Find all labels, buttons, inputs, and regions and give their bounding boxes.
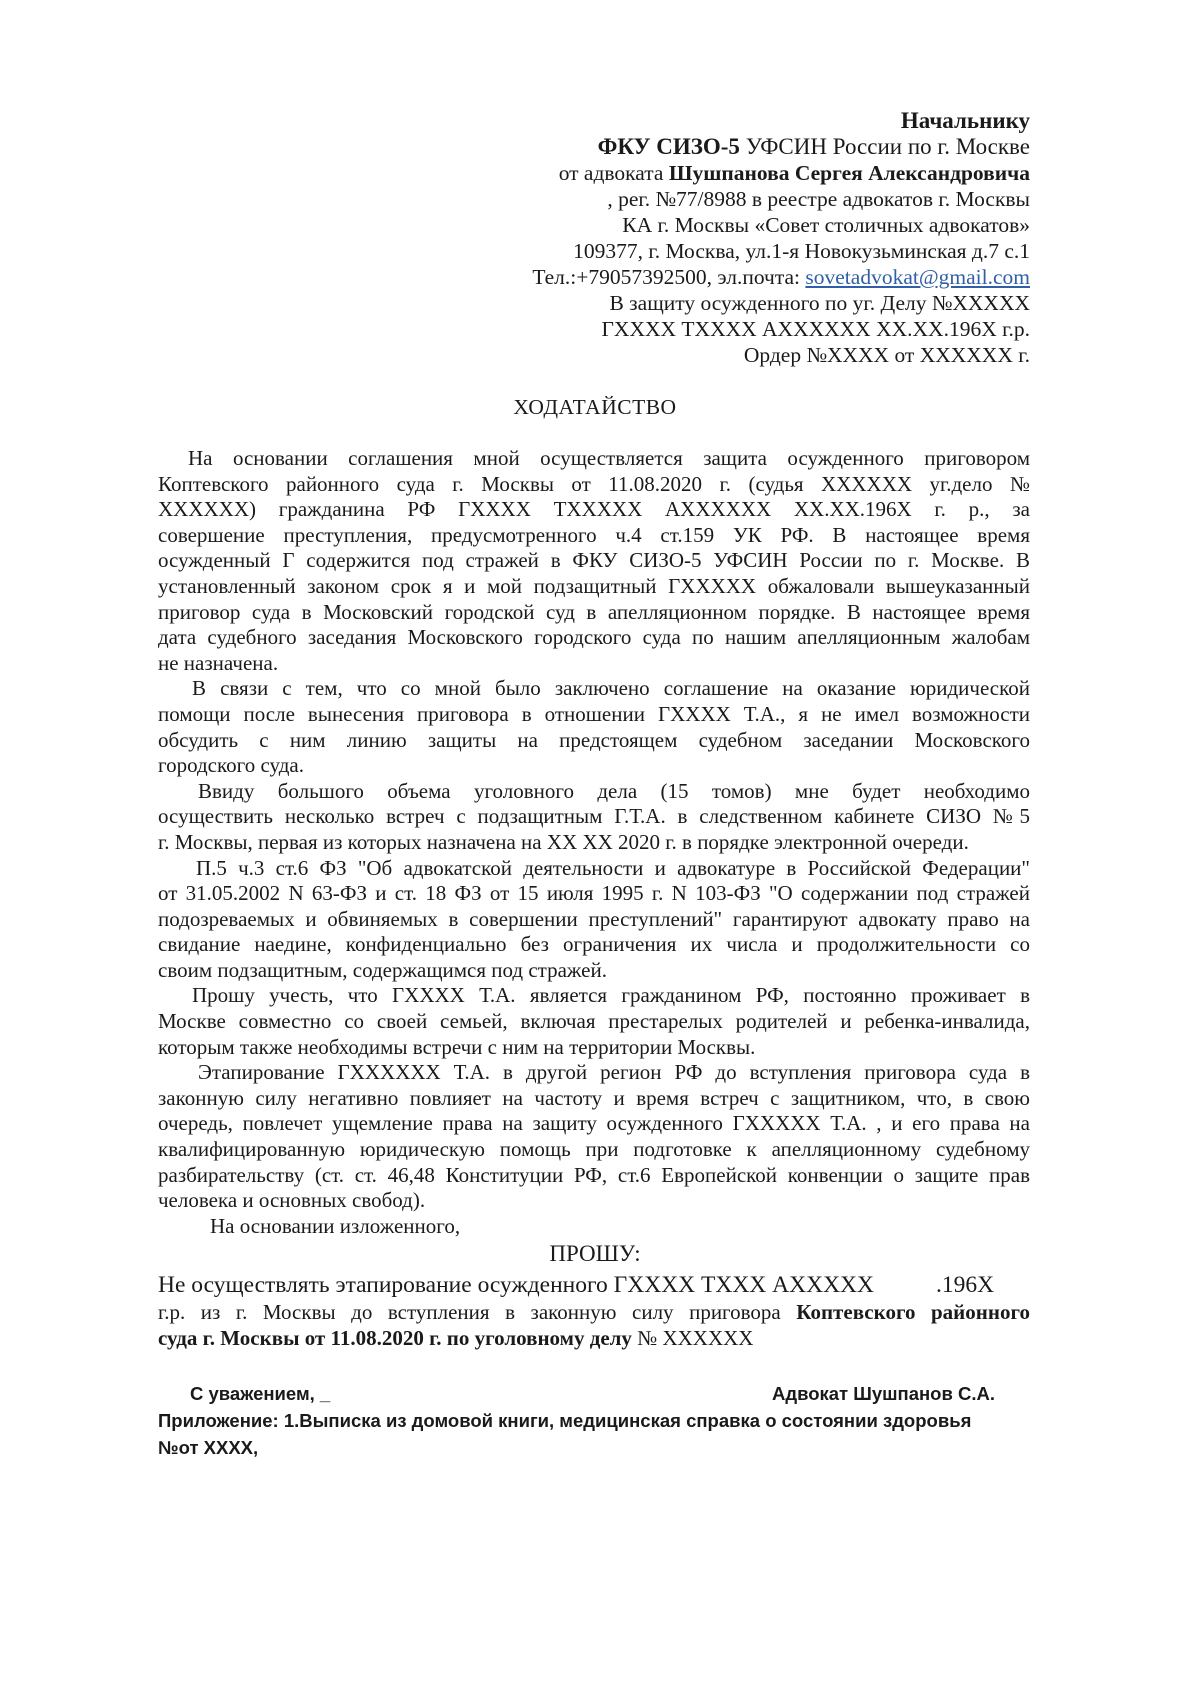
paragraph-line: обсудить с ним линию защиты на предстоящем судебном заседании Московского [158,727,1030,752]
sender-line [532,160,1030,186]
paragraph-line: осужденный Г содержится под стражей в ФКУ СИЗО-5 УФСИН России по г. Москве. В [158,548,1030,573]
paragraph [158,856,1030,984]
paragraph-line: Этапирование ГХХХХХХ Т.А. в другой регион РФ до вступления приговора суда в [198,1060,1030,1085]
paragraph-line: свидание наедине, конфиденциально без ограничения их числа и продолжительности со [158,932,1030,957]
request-case-number: № ХХХХХХ [631,1326,754,1350]
paragraph-line: дата судебного заседания Московского городского суда по нашим апелляционным жалобам [158,625,1030,650]
request-birth-year: .196Х [935,1272,995,1298]
paragraph [158,1060,1030,1214]
addressee-block [532,108,1030,368]
request-line-1 [158,1272,1030,1299]
paragraph-line: осуществить несколько встреч с подзащитным Г.Т.А. в следственном кабинете СИЗО №5 [158,804,1030,829]
request-text: г.р. из г. Москвы до вступления в законную силу приговора [158,1299,797,1324]
paragraph-line: подозреваемых и обвиняемых в совершении преступлений" гарантируют адвокату право на [158,906,1030,931]
regards-text: С уважением, _ [190,1383,331,1404]
defendant-line: ГХХХХ ТХХХХ АХХХХХХ ХХ.ХХ.196Х г.р. [601,317,1030,341]
email-link[interactable]: sovetadvokat@gmail.com [805,265,1030,289]
address-line: 109377, г. Москва, ул.1-я Новокузьминская д.7 с.1 [573,239,1030,263]
paragraph [158,676,1030,778]
institution-bold: ФКУ СИЗО-5 [597,134,740,159]
document-body [158,446,1030,1239]
addressee-title: Начальнику [900,108,1030,133]
warrant-line: Ордер №ХХХХ от ХХХХХХ г. [743,343,1030,367]
paragraph-line: приговор суда в Московский городской суд в апелляционном порядке. В настоящее время [158,599,1030,624]
paragraph-line: человека и основных свобод). [158,1188,426,1213]
request-text: Не осуществлять этапирование осужденного ГХХХХ ТХХХ АХХХХХ [158,1272,874,1298]
sender-prefix: от адвоката [558,161,669,185]
paragraph-line: г. Москвы, первая из которых назначена на ХХ ХХ 2020 г. в порядке электронной очереди. [158,829,969,854]
paragraph-line: П.5 ч.3 ст.6 ФЗ "Об адвокатской деятельности и адвокатуре в Российской Федерации" [196,855,1030,880]
sender-name: Шушпанова Сергея Александровича [668,161,1030,185]
bar-association-line: КА г. Москвы «Совет столичных адвокатов» [622,213,1030,237]
paragraph-line: совершение преступления, предусмотренного ч.4 ст.159 УК РФ. В настоящее время [158,522,1030,547]
addressee-institution [532,134,1030,160]
paragraph [158,779,1030,856]
request-court-date: суда г. Москвы от 11.08.2020 г. по уголовному делу [158,1326,632,1350]
request-court: Коптевского районного [796,1299,1030,1324]
paragraph-line: разбирательству (ст. ст. 46,48 Конституции РФ, ст.6 Европейской конвенции о защите прав [158,1162,1030,1187]
paragraph [158,983,1030,1060]
paragraph-line: очередь, повлечет ущемление права на защиту осужденного ГХХХХХ Т.А. , и его права на [158,1111,1030,1136]
request-line-3 [158,1325,1030,1352]
paragraph-line: Ввиду большого объема уголовного дела (15 томов) мне будет необходимо [198,778,1030,803]
paragraph-line: В связи с тем, что со мной было заключено соглашение на оказание юридической [192,676,1030,701]
paragraph-line: ХХХХХХ) гражданина РФ ГХХХХ ТХХХХХ АХХХХХХ ХХ.ХХ.196Х г. р., за [158,497,1030,522]
paragraph-line: законную силу негативно повлияет на частоту и время встреч с защитником, что, в свою [158,1085,1030,1110]
paragraph [158,446,1030,676]
request-heading: ПРОШУ: [549,1241,641,1266]
paragraph-line: помощи после вынесения приговора в отношении ГХХХХ Т.А., я не имел возможности [158,701,1030,726]
paragraph-line: городского суда. [158,753,304,778]
paragraph-line: Москве совместно со своей семьей, включая престарелых родителей и ребенка-инвалида, [158,1009,1030,1034]
document-title: ХОДАТАЙСТВО [513,395,677,419]
paragraph-line: Прошу учесть, что ГХХХХ Т.А. является гражданином РФ, постоянно проживает в [192,983,1030,1008]
signer-name: Адвокат Шушпанов С.А. [771,1383,995,1404]
case-line: В защиту осужденного по уг. Делу №ХХХХХ [609,291,1030,315]
paragraph-line: которым также необходимы встречи с ним на территории Москвы. [158,1034,756,1059]
paragraph-line: не назначена. [158,650,279,675]
institution-rest: УФСИН России по г. Москве [739,134,1030,159]
paragraph-line: своим подзащитным, содержащимся под стражей. [158,957,607,982]
attachment-line: №от ХХХХ, [158,1437,259,1458]
paragraph-line: установленный законом срок я и мой подзащитный ГХХХХХ обжаловали вышеуказанный [158,573,1030,598]
paragraph-line: На основании изложенного, [210,1213,461,1238]
paragraph [158,1214,1030,1240]
registration-line: , рег. №77/8988 в реестре адвокатов г. Москвы [607,187,1030,211]
attachment-line: Приложение: 1.Выписка из домовой книги, медицинская справка о состоянии здоровья [158,1410,972,1431]
phone-text: Тел.:+79057392500, эл.почта: [532,265,806,289]
signature-block [158,1380,1030,1461]
contact-line [532,264,1030,290]
paragraph-line: На основании соглашения мной осуществляется защита осужденного приговором [188,446,1030,470]
paragraph-line: Коптевского районного суда г. Москвы от 11.08.2020 г. (судья ХХХХХХ уг.дело № [158,471,1030,496]
request-block [158,1272,1030,1352]
paragraph-line: от 31.05.2002 N 63-ФЗ и ст. 18 ФЗ от 15 июля 1995 г. N 103-ФЗ "О содержании под стражей [158,881,1030,906]
request-line-2 [158,1299,1030,1326]
paragraph-line: квалифицированную юридическую помощь при подготовке к апелляционному судебному [158,1137,1030,1162]
